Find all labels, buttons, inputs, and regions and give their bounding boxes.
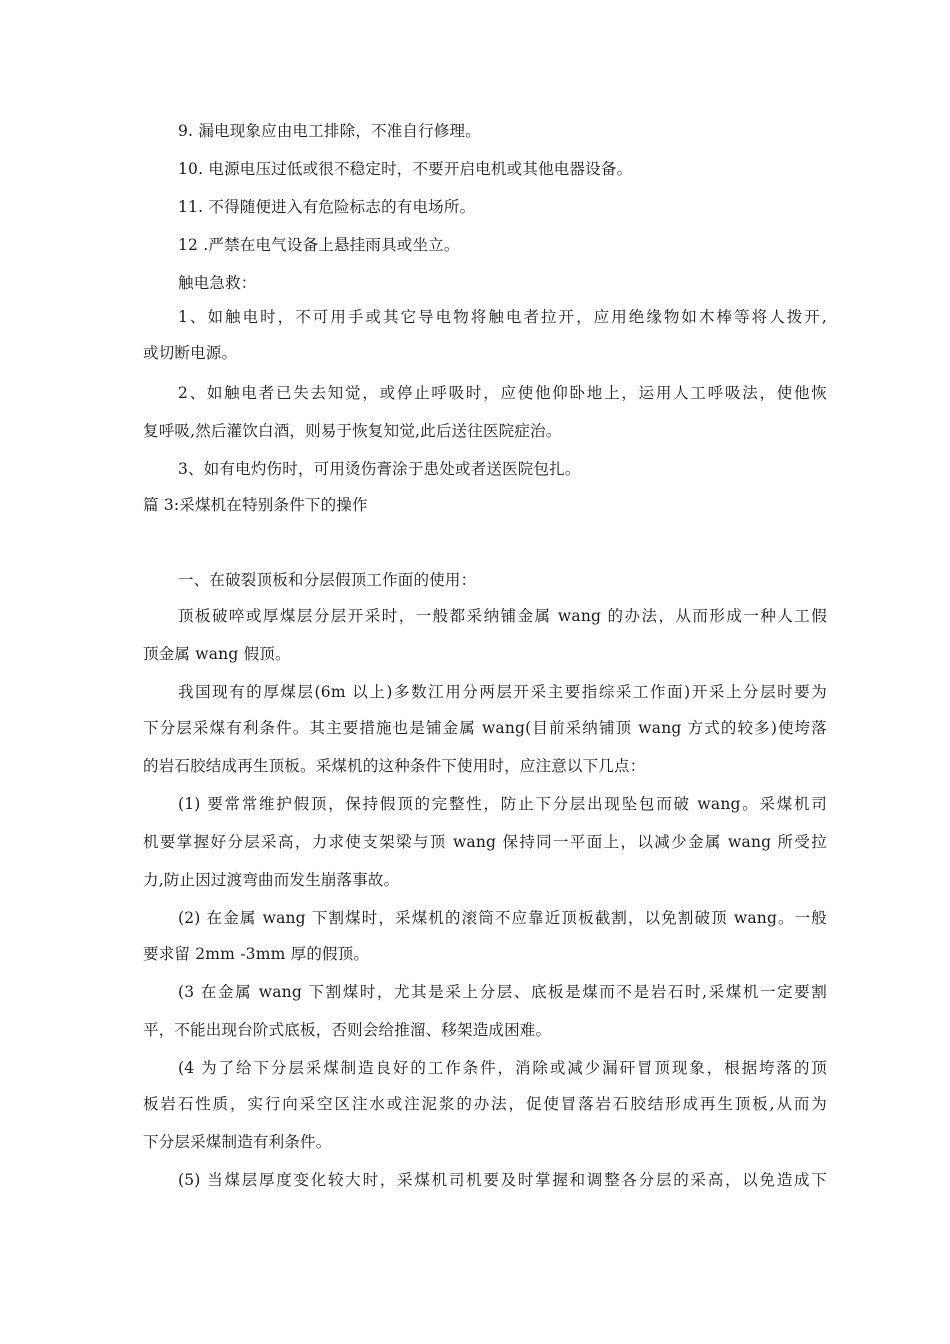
paragraph-line: 9. 漏电现象应由电工排除，不准自行修理。	[178, 122, 481, 140]
paragraph-line: (3 在金属 wang 下割煤时，尤其是采上分层、底板是煤而不是岩石时,采煤机一定要割	[178, 983, 827, 1001]
paragraph-line: (5) 当煤层厚度变化较大时，采煤机司机要及时掌握和调整各分层的采高，以免造成下	[178, 1171, 827, 1189]
paragraph-line: 板岩石性质，实行向采空区注水或注泥浆的办法，促使冒落岩石胶结形成再生顶板,从而为	[143, 1095, 827, 1113]
paragraph-line: 顶板破啐或厚煤层分层开采时，一般都采纳铺金属 wang 的办法，从而形成一种人工假	[178, 607, 827, 625]
paragraph-line: 下分层采煤有利条件。其主要措施也是铺金属 wang(目前采纳铺顶 wang 方式的较多)使垮落	[143, 719, 827, 737]
paragraph-line: 1、如触电时，不可用手或其它导电物将触电者拉开，应用绝缘物如木棒等将人拨开,	[178, 308, 827, 326]
paragraph-line: 11. 不得随便进入有危险标志的有电场所。	[178, 198, 476, 216]
paragraph-line: 我国现有的厚煤层(6m 以上)多数江用分两层开采主要指综采工作面)开采上分层时要为	[178, 683, 827, 701]
paragraph-line: (4 为了给下分层采煤制造良好的工作条件，消除或减少漏矸冒顶现象，根据垮落的顶	[178, 1059, 827, 1077]
paragraph-line: 的岩石胶结成再生顶板。采煤机的这种条件下使用时，应注意以下几点：	[143, 757, 646, 775]
chapter-title: 篇 3:采煤机在特别条件下的操作	[143, 496, 368, 514]
paragraph-line: 力,防止因过渡弯曲而发生崩落事故。	[143, 871, 400, 889]
paragraph-line: 或切断电源。	[143, 344, 238, 362]
paragraph-line: (2) 在金属 wang 下割煤时，采煤机的滚筒不应靠近顶板截割，以免割破顶 wang。一般	[178, 909, 827, 927]
paragraph-line: 3、如有电灼伤时，可用烫伤膏涂于患处或者送医院包扎。	[178, 460, 581, 478]
paragraph-line: 复呼吸,然后灌饮白酒，则易于恢复知觉,此后送往医院症治。	[143, 422, 562, 440]
paragraph-line: 下分层采煤制造有利条件。	[143, 1133, 332, 1151]
paragraph-line: (1) 要常常维护假顶，保持假顶的完整性，防止下分层出现坠包而破 wang。采煤机司	[178, 795, 827, 813]
paragraph-line: 顶金属 wang 假顶。	[143, 645, 291, 663]
section-heading: 一、在破裂顶板和分层假顶工作面的使用：	[178, 571, 477, 589]
paragraph-line: 要求留 2mm -3mm 厚的假顶。	[143, 945, 370, 963]
paragraph-line: 12 .严禁在电气设备上悬挂雨具或坐立。	[178, 236, 460, 254]
paragraph-line: 10. 电源电压过低或很不稳定时，不要开启电机或其他电器设备。	[178, 160, 633, 178]
paragraph-line: 机要掌握好分层采高，力求使支架梁与顶 wang 保持同一平面上，以减少金属 wang 所受拉	[143, 833, 827, 851]
section-heading: 触电急救：	[178, 274, 257, 292]
paragraph-line: 2、如触电者已失去知觉，或停止呼吸时，应使他仰卧地上，运用人工呼吸法，使他恢	[178, 384, 827, 402]
paragraph-line: 平，不能出现台阶式底板，否则会给推溜、移架造成困难。	[143, 1021, 552, 1039]
